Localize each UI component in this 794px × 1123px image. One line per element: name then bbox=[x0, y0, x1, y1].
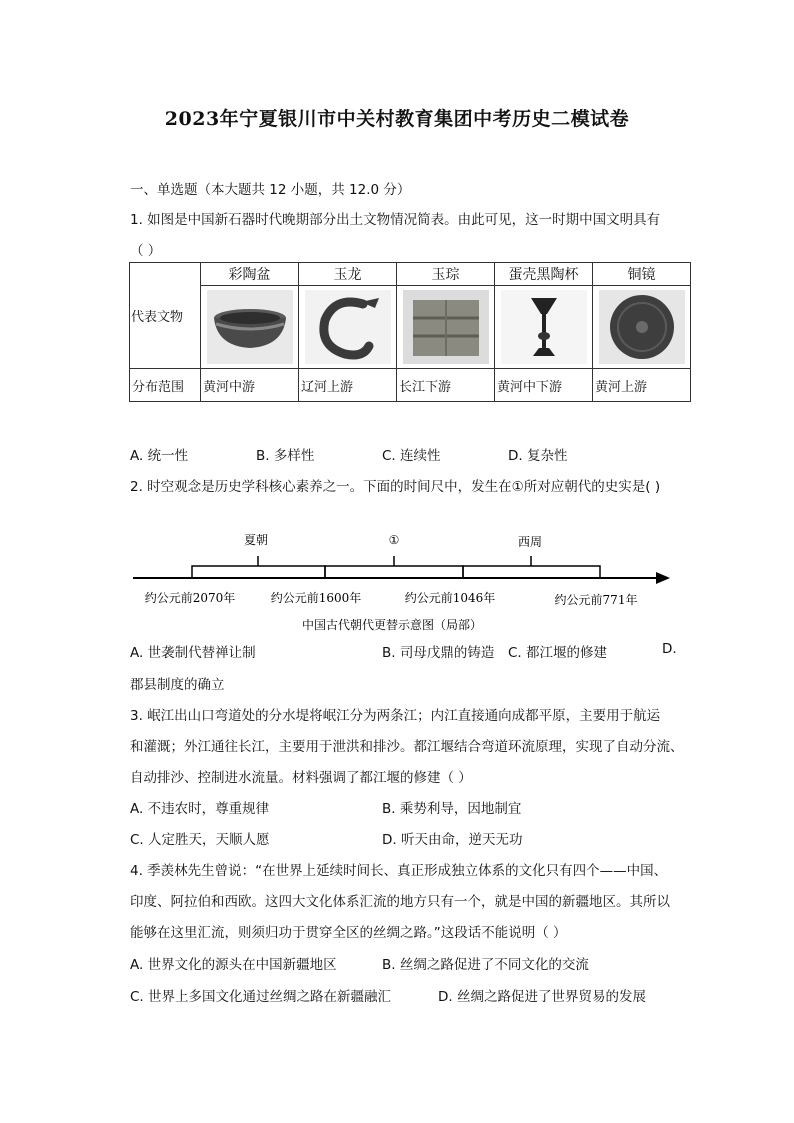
relic-name: 彩陶盆 bbox=[201, 263, 299, 286]
timeline-label: 夏朝 bbox=[243, 533, 269, 547]
relic-image-cell bbox=[397, 286, 495, 369]
q1-stem-line2: （ ） bbox=[130, 243, 162, 259]
q3-stem-line2: 和灌溉；外江通往长江，主要用于泄洪和排沙。都江堰结合弯道环流原理，实现了自动分流、 bbox=[130, 739, 684, 755]
q4-option-d: D. 丝绸之路促进了世界贸易的发展 bbox=[438, 989, 646, 1005]
timeline-tick-label: 约公元前1600年 bbox=[270, 591, 362, 605]
relic-area: 黄河中下游 bbox=[495, 369, 593, 402]
row-label-relic: 代表文物 bbox=[130, 263, 201, 369]
q1-option-d: D. 复杂性 bbox=[508, 448, 568, 464]
q4-stem-line2: 印度、阿拉伯和西欧。这四大文化体系汇流的地方只有一个，就是中国的新疆地区。其所以 bbox=[130, 894, 670, 910]
timeline-tick-label: 约公元前771年 bbox=[554, 593, 638, 607]
q4-option-b: B. 丝绸之路促进了不同文化的交流 bbox=[382, 957, 589, 973]
q2-option-c: C. 都江堰的修建 bbox=[508, 645, 608, 661]
eggshell-black-pottery-cup-image bbox=[501, 290, 587, 364]
relic-area: 长江下游 bbox=[397, 369, 495, 402]
western-zhou-bracket bbox=[463, 566, 600, 578]
q2-option-d: D. bbox=[662, 641, 677, 657]
relic-area: 黄河上游 bbox=[593, 369, 691, 402]
relic-image-cell bbox=[593, 286, 691, 369]
q1-option-a: A. 统一性 bbox=[130, 448, 189, 464]
timeline-label: ① bbox=[388, 533, 400, 547]
q3-option-a: A. 不违农时，尊重规律 bbox=[130, 801, 270, 817]
row-label-area: 分布范围 bbox=[130, 369, 201, 402]
q4-option-a: A. 世界文化的源头在中国新疆地区 bbox=[130, 957, 337, 973]
page-title: 2023年宁夏银川市中关村教育集团中考历史二模试卷 bbox=[164, 108, 630, 130]
q4-stem-line3: 能够在这里汇流，则须归功于贯穿全区的丝绸之路。”这段话不能说明（ ） bbox=[130, 925, 567, 941]
timeline-tick-label: 约公元前2070年 bbox=[144, 591, 236, 605]
q3-stem-line3: 自动排沙、控制进水流量。材料强调了都江堰的修建（ ） bbox=[130, 770, 472, 786]
timeline-tick-label: 约公元前1046年 bbox=[404, 591, 496, 605]
q4-option-c: C. 世界上多国文化通过丝绸之路在新疆融汇 bbox=[130, 989, 392, 1005]
q3-option-d: D. 听天由命，逆天无功 bbox=[382, 832, 523, 848]
relic-image-cell bbox=[201, 286, 299, 369]
jade-cong-image bbox=[403, 290, 489, 364]
relic-name: 蛋壳黑陶杯 bbox=[495, 263, 593, 286]
relic-name: 玉龙 bbox=[299, 263, 397, 286]
relic-name: 铜镜 bbox=[593, 263, 691, 286]
relic-area: 黄河中游 bbox=[201, 369, 299, 402]
relics-table bbox=[129, 262, 691, 402]
q3-option-b: B. 乘势利导，因地制宜 bbox=[382, 801, 522, 817]
timeline-arrow-icon bbox=[656, 572, 670, 584]
q2-stem: 2. 时空观念是历史学科核心素养之一。下面的时间尺中，发生在①所对应朝代的史实是( ) bbox=[130, 479, 661, 495]
xia-bracket bbox=[192, 566, 325, 578]
q1-option-b: B. 多样性 bbox=[256, 448, 315, 464]
jade-dragon-image bbox=[305, 290, 391, 364]
painted-pottery-basin-image bbox=[207, 290, 293, 364]
dynasty-timeline bbox=[130, 526, 680, 636]
q1-option-c: C. 连续性 bbox=[382, 448, 441, 464]
relic-area: 辽河上游 bbox=[299, 369, 397, 402]
relic-image-cell bbox=[495, 286, 593, 369]
timeline-label: 西周 bbox=[517, 535, 543, 549]
bronze-mirror-image bbox=[599, 290, 685, 364]
section-heading: 一、单选题（本大题共 12 小题，共 12.0 分） bbox=[130, 182, 411, 198]
period-one-bracket bbox=[325, 566, 463, 578]
q2-option-b: B. 司母戊鼎的铸造 bbox=[382, 645, 495, 661]
relic-image-cell bbox=[299, 286, 397, 369]
q3-option-c: C. 人定胜天，天顺人愿 bbox=[130, 832, 270, 848]
q4-stem-line1: 4. 季羡林先生曾说：“在世界上延续时间长、真正形成独立体系的文化只有四个——中国、 bbox=[130, 863, 668, 879]
relic-name: 玉琮 bbox=[397, 263, 495, 286]
timeline-caption: 中国古代朝代更替示意图（局部） bbox=[301, 618, 483, 632]
q3-stem-line1: 3. 岷江出山口弯道处的分水堤将岷江分为两条江；内江直接通向成都平原，主要用于航运 bbox=[130, 708, 661, 724]
q2-option-d-text: 郡县制度的确立 bbox=[130, 677, 225, 693]
q2-option-a: A. 世袭制代替禅让制 bbox=[130, 645, 256, 661]
q1-stem-line1: 1. 如图是中国新石器时代晚期部分出土文物情况简表。由此可见，这一时期中国文明具有 bbox=[130, 212, 661, 228]
